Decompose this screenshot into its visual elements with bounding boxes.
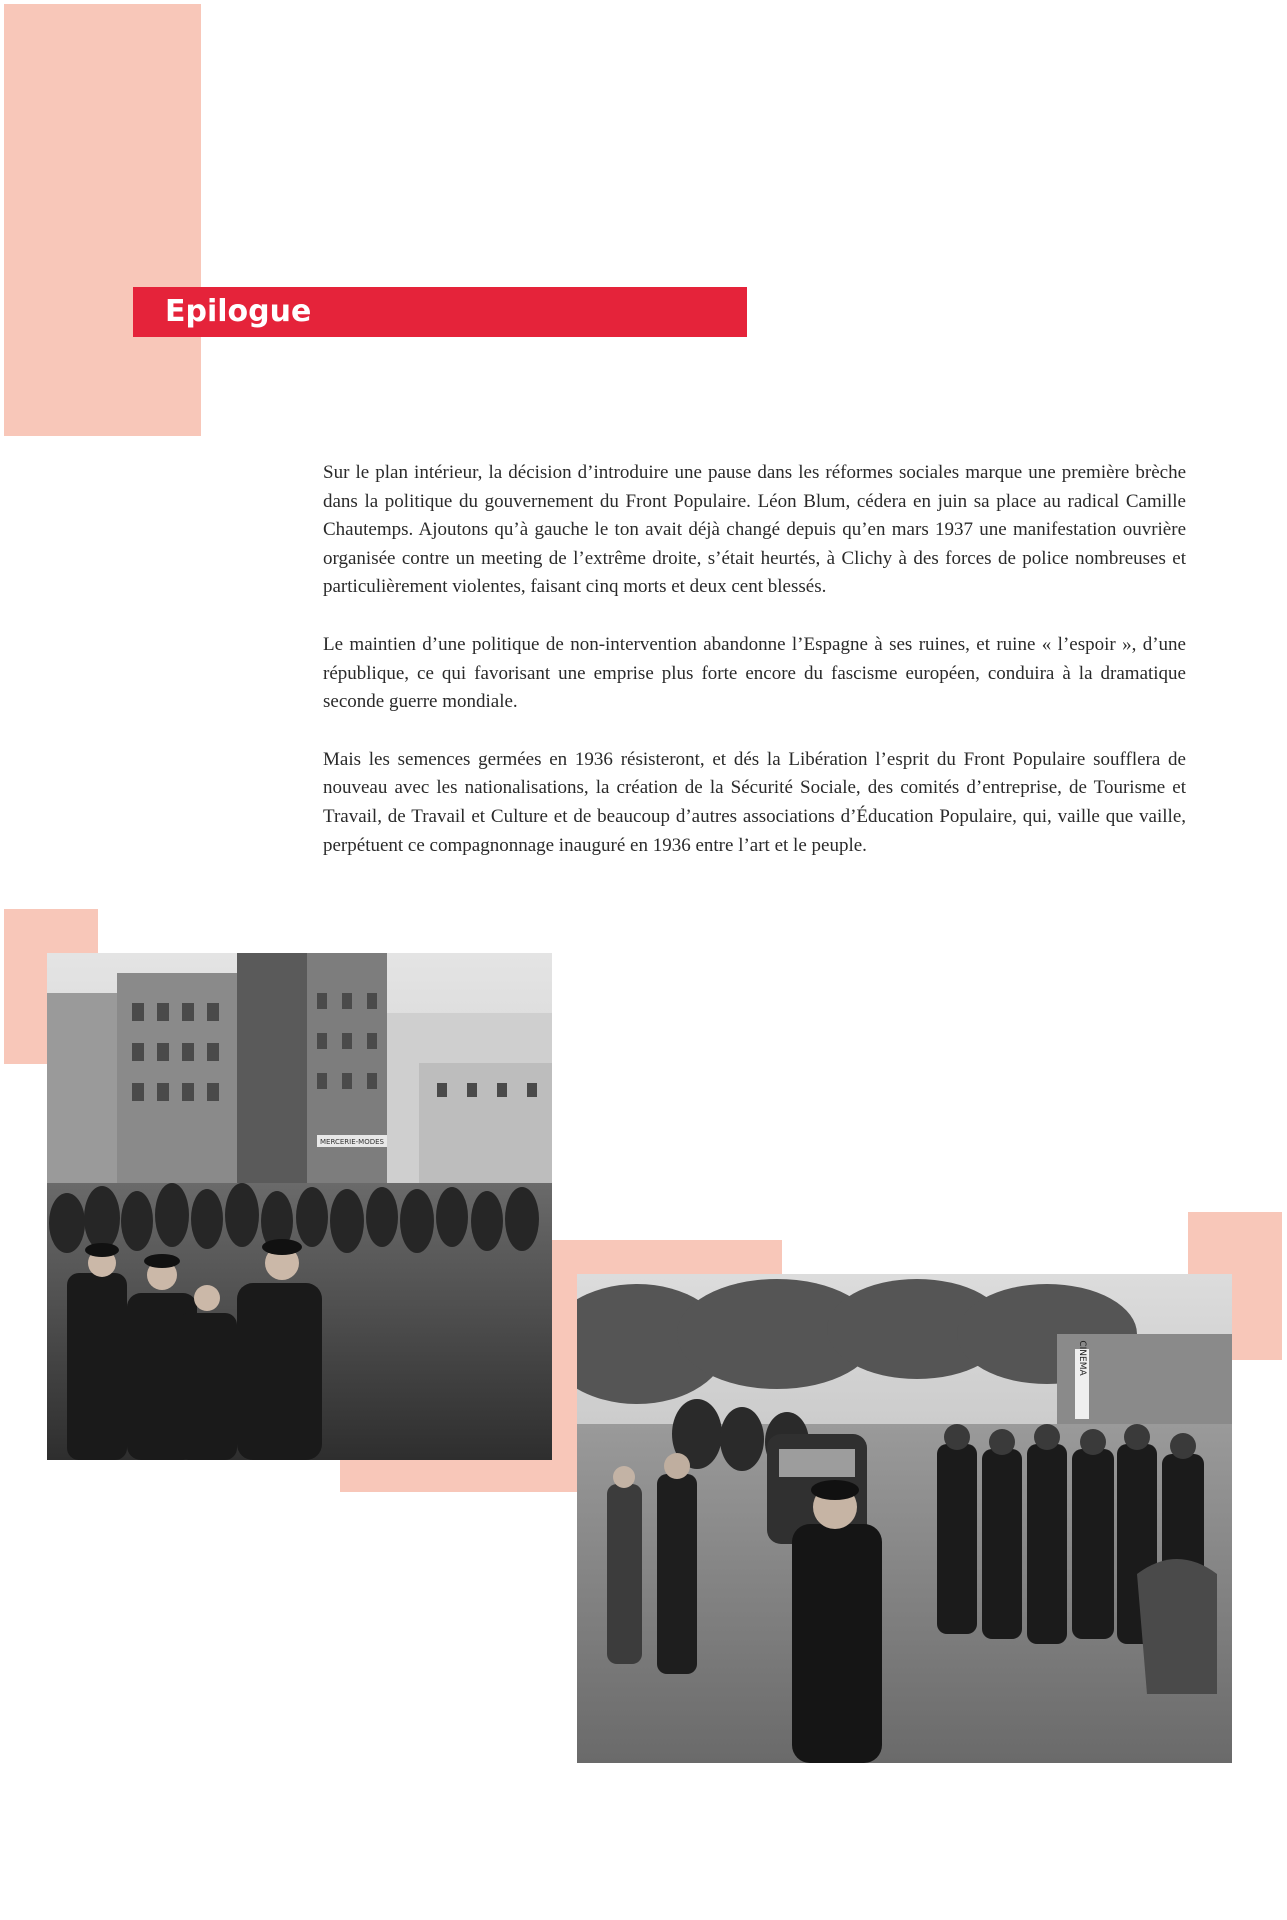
body-text [323, 459, 1186, 889]
paragraph-2: Le maintien d’une politique de non-intervention abandonne l’Espagne à ses ruines, et ruine « l’espoir », d’une république, ce qui favorisant une emprise plus forte encore du fascisme européen, conduira à la dramatique seconde guerre mondiale. [323, 633, 1186, 713]
photo-demonstration-image [47, 953, 552, 1460]
photo-police-charge-image [577, 1274, 1232, 1763]
photo-police-charge [577, 1274, 1232, 1763]
paragraph-1: Sur le plan intérieur, la décision d’introduire une pause dans les réformes sociales marque une première brèche dans la politique du gouvernement du Front Populaire. Léon Blum, cédera en juin sa place au radical Camille Chautemps. Ajoutons qu’à gauche le ton avait déjà changé depuis qu’en mars 1937 une manifestation ouvrière organisée contre un meeting de l’extrême droite, s’était heurtés, à Clichy à des forces de police nombreuses et particulièrement violentes, faisant cinq morts et deux cent blessés. [323, 462, 1186, 598]
title-bar [133, 287, 747, 337]
decor-block-top-left [4, 4, 201, 436]
shop-sign-text: MERCERIE-MODES [320, 1138, 384, 1146]
cinema-sign-text: CINEMA [1077, 1340, 1087, 1376]
photo-demonstration [47, 953, 552, 1460]
page-title: Epilogue [165, 294, 312, 329]
paragraph-3: Mais les semences germées en 1936 résisteront, et dés la Libération l’esprit du Front Populaire soufflera de nouveau avec les nationalisations, la création de la Sécurité Sociale, des comités d’entreprise, de Tourisme et Travail, de Travail et Culture et de beaucoup d’autres associations d’Éducation Populaire, qui, vaille que vaille, perpétuent ce compagnonnage inauguré en 1936 entre l’art et le peuple. [323, 748, 1186, 856]
